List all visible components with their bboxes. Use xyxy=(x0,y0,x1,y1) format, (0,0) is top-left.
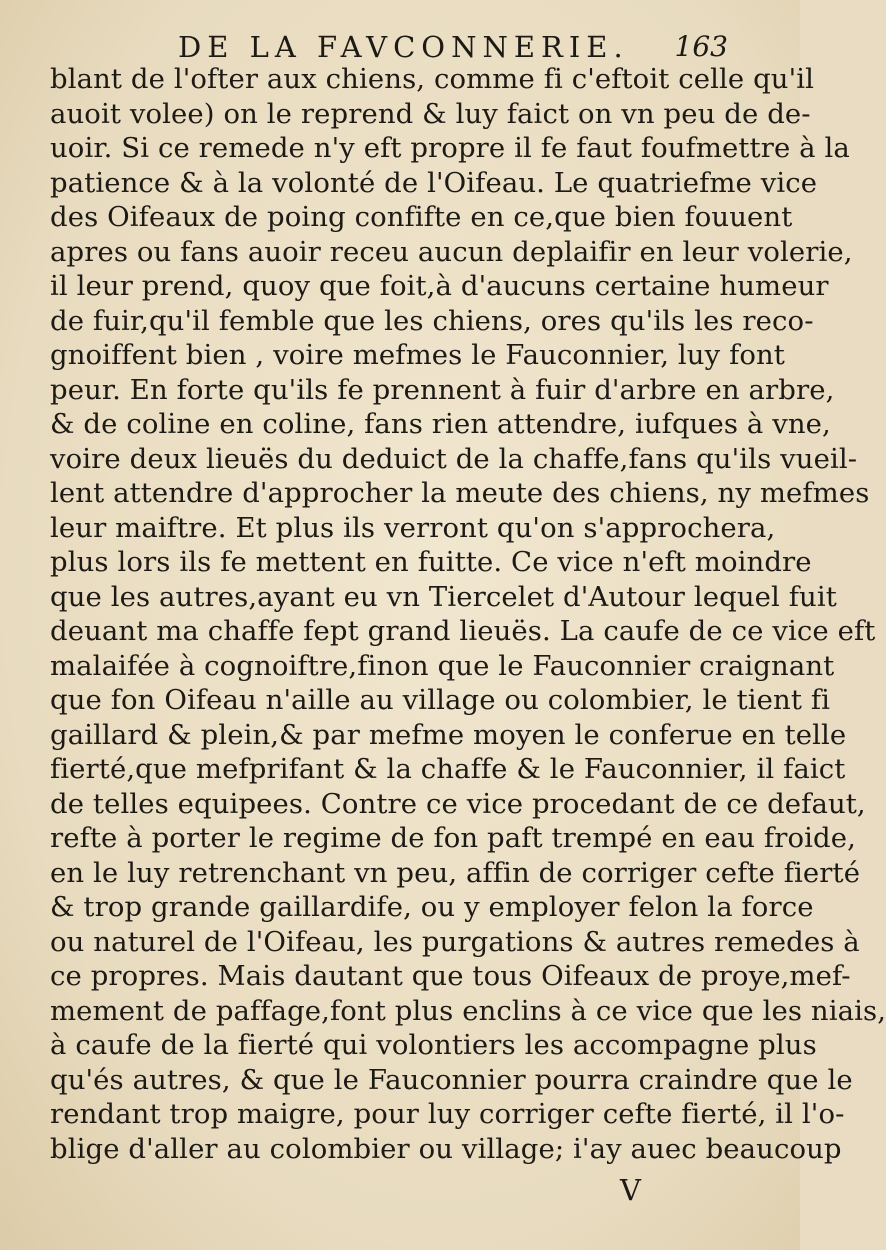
text-line: & trop grande gaillardife, ou y employer felon la force xyxy=(50,891,814,923)
text-line: qu'és autres, & que le Fauconnier pourra craindre que le xyxy=(50,1063,853,1096)
text-line: blant de l'ofter aux chiens, comme fi c'eftoit celle qu'il xyxy=(50,63,815,95)
text-line: en le luy retrenchant vn peu, affin de corriger cefte fierté xyxy=(50,856,861,889)
text-line: patience & à la volonté de l'Oifeau. Le quatriefme vice xyxy=(50,166,818,199)
text-line: de fuir,qu'il femble que les chiens, ores qu'ils les reco- xyxy=(50,304,814,337)
text-line: mement de paffage,font plus enclins à ce vice que les niais, xyxy=(50,994,886,1027)
text-line: que les autres,ayant eu vn Tiercelet d'Autour lequel fuit xyxy=(50,580,837,613)
text-line: que fon Oifeau n'aille au village ou colombier, le tient fi xyxy=(50,684,830,716)
text-line: & de coline en coline, fans rien attendre, iufques à vne, xyxy=(50,408,831,440)
text-line: peur. En forte qu'ils fe prennent à fuir d'arbre en arbre, xyxy=(50,373,835,406)
text-line: voire deux lieuës du deduict de la chaffe,fans qu'ils vueil- xyxy=(50,442,858,475)
text-line: fierté,que mefprifant & la chaffe & le Fauconnier, il faict xyxy=(50,753,846,785)
text-line: apres ou fans auoir receu aucun deplaifir en leur volerie, xyxy=(50,235,853,268)
text-line: deuant ma chaffe fept grand lieuës. La caufe de ce vice eft xyxy=(50,615,876,647)
body-text xyxy=(50,62,886,1166)
text-line: refte à porter le regime de fon paft trempé en eau froide, xyxy=(50,822,856,854)
text-line: de telles equipees. Contre ce vice procedant de ce defaut, xyxy=(50,787,866,820)
text-line: rendant trop maigre, pour luy corriger cefte fierté, il l'o- xyxy=(50,1098,845,1130)
text-line: leur maiftre. Et plus ils verront qu'on s'approchera, xyxy=(50,511,776,544)
text-line: lent attendre d'approcher la meute des chiens, ny mefmes xyxy=(50,477,870,509)
running-title: DE LA FAVCONNERIE. xyxy=(178,30,629,64)
text-line: blige d'aller au colombier ou village; i'ay auec beaucoup xyxy=(50,1132,842,1165)
text-line: il leur prend, quoy que foit,à d'aucuns certaine humeur xyxy=(50,270,829,302)
text-line: auoit volee) on le reprend & luy faict on vn peu de de- xyxy=(50,97,811,130)
text-line: malaifée à cognoiftre,finon que le Fauconnier craignant xyxy=(50,649,835,682)
text-line: gaillard & plein,& par mefme moyen le conferue en telle xyxy=(50,718,847,751)
text-line: à caufe de la fierté qui volontiers les accompagne plus xyxy=(50,1029,817,1061)
catchword: V xyxy=(620,1173,641,1207)
text-line: gnoiffent bien , voire mefmes le Fauconnier, luy font xyxy=(50,339,785,371)
text-line: des Oifeaux de poing confifte en ce,que bien fouuent xyxy=(50,201,793,233)
text-line: ou naturel de l'Oifeau, les purgations & autres remedes à xyxy=(50,925,860,958)
text-line: plus lors ils fe mettent en fuitte. Ce vice n'eft moindre xyxy=(50,546,812,578)
page-number: 163 xyxy=(674,30,728,63)
text-line: ce propres. Mais dautant que tous Oifeaux de proye,mef- xyxy=(50,960,851,992)
text-line: uoir. Si ce remede n'y eft propre il fe faut foufmettre à la xyxy=(50,132,850,164)
